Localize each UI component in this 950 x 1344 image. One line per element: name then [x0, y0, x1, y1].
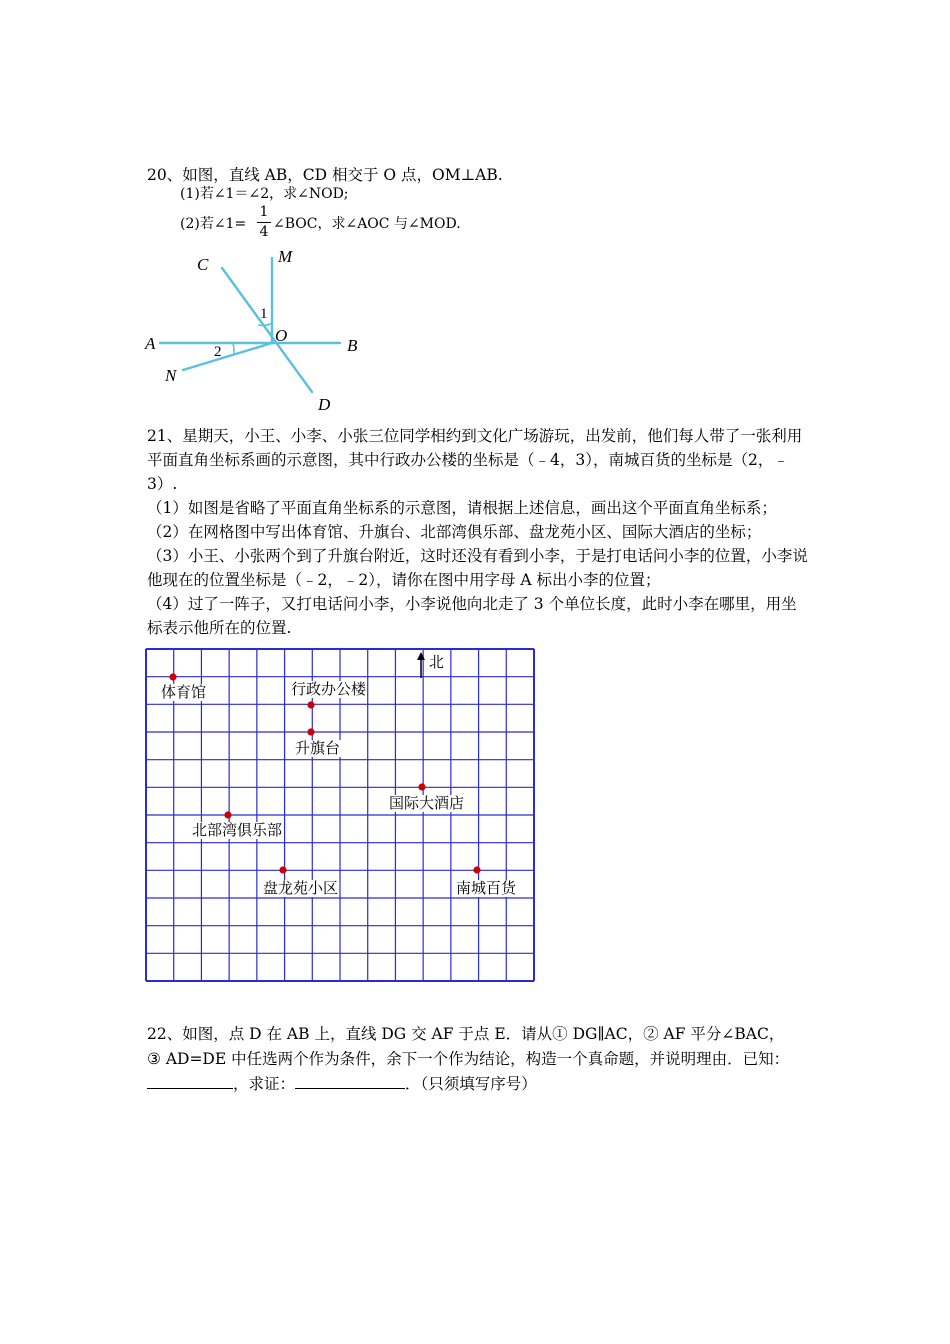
place-label-hotel: 国际大酒店 — [389, 794, 465, 812]
q22-line3-end: ．（只须填写序号） — [405, 1075, 537, 1093]
given-blank[interactable] — [147, 1072, 233, 1089]
label-o: O — [275, 326, 288, 345]
q21-line: （4）过了一阵子，又打电话问小李，小李说他向北走了 3 个单位长度，此时小李在哪里，用坐 — [147, 595, 797, 613]
place-label-beibuwan-club: 北部湾俱乐部 — [192, 821, 283, 839]
q21-line: 21、星期天，小王、小李、小张三位同学相约到文化广场游玩，出发前，他们每人带了一张利用 — [147, 427, 803, 445]
label-m: M — [278, 247, 293, 266]
label-n: N — [165, 366, 177, 385]
q20-part2-prefix: (2)若∠1= — [180, 216, 247, 232]
point-flag-platform — [307, 728, 314, 735]
q21-line: 标表示他所在的位置. — [147, 619, 292, 637]
point-beibuwan-club — [224, 811, 231, 818]
q21-line: （3）小王、小张两个到了升旗台附近，这时还没有看到小李，于是打电话问小李的位置，小李说 — [147, 547, 808, 565]
place-label-flag-platform: 升旗台 — [295, 739, 341, 757]
fraction-denominator: 4 — [259, 224, 269, 240]
label-a: A — [145, 334, 156, 353]
label-angle2: 2 — [214, 344, 222, 360]
north-label: 北 — [429, 653, 445, 671]
point-nancheng-store — [473, 866, 480, 873]
angle2-arc — [233, 343, 234, 354]
label-d: D — [318, 395, 331, 414]
q21-line: 3）. — [147, 475, 178, 493]
place-label-panlongyuan: 盘龙苑小区 — [263, 879, 339, 897]
fraction-numerator: 1 — [259, 204, 269, 220]
q20-part1: (1)若∠1＝∠2，求∠NOD; — [180, 186, 349, 202]
q20-stem: 20、如图，直线 AB，CD 相交于 O 点，OM⊥AB. — [147, 166, 503, 184]
q21-grid-map — [145, 648, 535, 982]
label-angle1: 1 — [260, 306, 268, 322]
q21-line: （1）如图是省略了平面直角坐标系的示意图，请根据上述信息，画出这个平面直角坐标系； — [147, 499, 777, 517]
ray-on — [183, 343, 272, 370]
grid-points — [145, 648, 535, 982]
point-gym — [169, 673, 176, 680]
place-label-nancheng-store: 南城百货 — [456, 879, 517, 897]
line-cd — [222, 268, 312, 392]
q21-line: （2）在网格图中写出体育馆、升旗台、北部湾俱乐部、盘龙苑小区、国际大酒店的坐标； — [147, 523, 762, 541]
q20-part2-suffix: ∠BOC，求∠AOC 与∠MOD. — [273, 216, 461, 232]
q21-line: 他现在的位置坐标是（﹣2，﹣2），请你在图中用字母 A 标出小李的位置； — [147, 571, 661, 589]
point-admin-building — [307, 701, 314, 708]
q22-line2: ③ AD=DE 中任选两个作为条件，余下一个作为结论，构造一个真命题，并说明理由．已知： — [147, 1050, 790, 1068]
place-label-gym: 体育馆 — [161, 683, 207, 701]
q22-line1: 22、如图，点 D 在 AB 上，直线 DG 交 AF 于点 E．请从① DG∥AC，② AF 平分∠BAC， — [147, 1025, 785, 1043]
q20-figure — [0, 0, 950, 420]
q21-line: 平面直角坐标系画的示意图，其中行政办公楼的坐标是（﹣4，3），南城百货的坐标是（2，﹣ — [147, 451, 789, 469]
q22-prove-label: ，求证： — [233, 1075, 296, 1093]
prove-blank[interactable] — [295, 1072, 405, 1089]
point-hotel — [418, 783, 425, 790]
angle1-arc — [258, 323, 272, 325]
label-b: B — [347, 336, 358, 355]
label-c: C — [197, 255, 209, 274]
q22-line3 — [147, 1072, 537, 1096]
point-panlongyuan — [279, 866, 286, 873]
place-label-admin-building: 行政办公楼 — [291, 680, 367, 698]
